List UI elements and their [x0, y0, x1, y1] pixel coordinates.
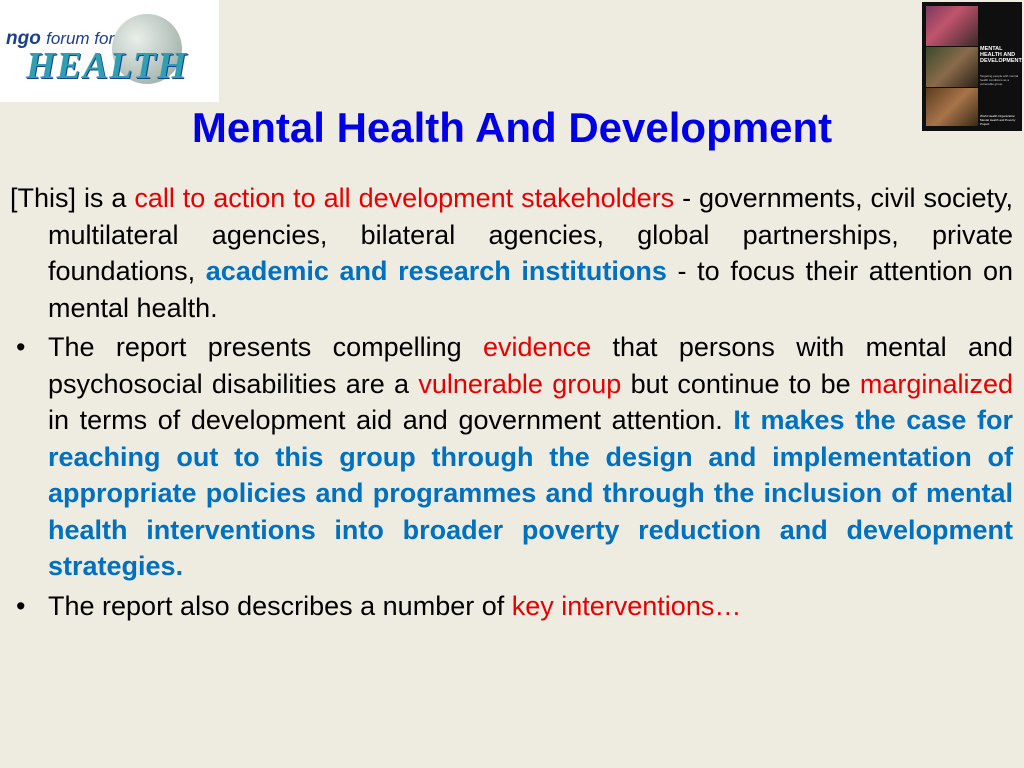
intro-highlight-institutions: academic and research institutions: [205, 256, 667, 286]
bullet1-text-1: The report presents compelling: [48, 332, 484, 362]
logo-ngo: ngo: [6, 28, 41, 49]
bullet-marker: •: [16, 590, 26, 621]
bullet1-highlight-vulnerable-group: vulnerable group: [418, 368, 622, 399]
intro-text-2: - governments, civil society, multilateral agencies, bilateral agencies, global partnerships, private foundations,: [48, 183, 1013, 286]
slide-body: [10, 180, 1013, 624]
bullet2-text-1: The report also describes a number of: [48, 590, 512, 621]
cover-org-who: World Health Organization: [980, 114, 1016, 118]
bullet-item-interventions: [10, 588, 1013, 625]
intro-paragraph: [10, 180, 1013, 326]
bullet-item-evidence: [10, 329, 1013, 585]
logo-health: HEALTH: [26, 45, 188, 87]
bullet-marker: •: [16, 332, 26, 362]
bullet1-text-3: but continue to be: [621, 368, 860, 399]
bullet1-text-2: that persons with mental and psychosocial disabilities are a: [48, 332, 1014, 399]
bullet-list: [10, 329, 1013, 624]
cover-title: MENTAL HEALTH AND DEVELOPMENT:: [980, 46, 1024, 64]
intro-highlight-call-to-action: call to action to all development stakeholders: [134, 183, 675, 213]
bullet1-highlight-case: It makes the case for reaching out to this group through the design and implementation of appropriate policies and programmes and through the inclusion of mental health interventions into broader poverty reduction and development strategies.: [48, 405, 1013, 581]
ngo-forum-for-health-logo: [0, 0, 219, 102]
bullet1-text-4: in terms of development aid and government attention.: [48, 405, 734, 435]
logo-forum-for: forum for: [46, 29, 115, 48]
bullet2-highlight-key-interventions: key interventions…: [511, 590, 742, 621]
bullet1-highlight-marginalized: marginalized: [859, 368, 1013, 399]
cover-photo-top: [926, 6, 978, 46]
cover-org-mhapp: Mental Health and Poverty Project: [980, 118, 1016, 126]
cover-photo-middle: [926, 47, 978, 87]
bullet1-highlight-evidence: evidence: [483, 332, 592, 362]
slide-title: Mental Health And Development: [191, 104, 833, 151]
intro-text-3: - to focus their attention on mental health.: [48, 256, 1013, 323]
cover-subtitle: Targeting people with mental health conditions as a vulnerable group: [980, 74, 1019, 86]
intro-text-1: [This] is a: [10, 183, 135, 213]
